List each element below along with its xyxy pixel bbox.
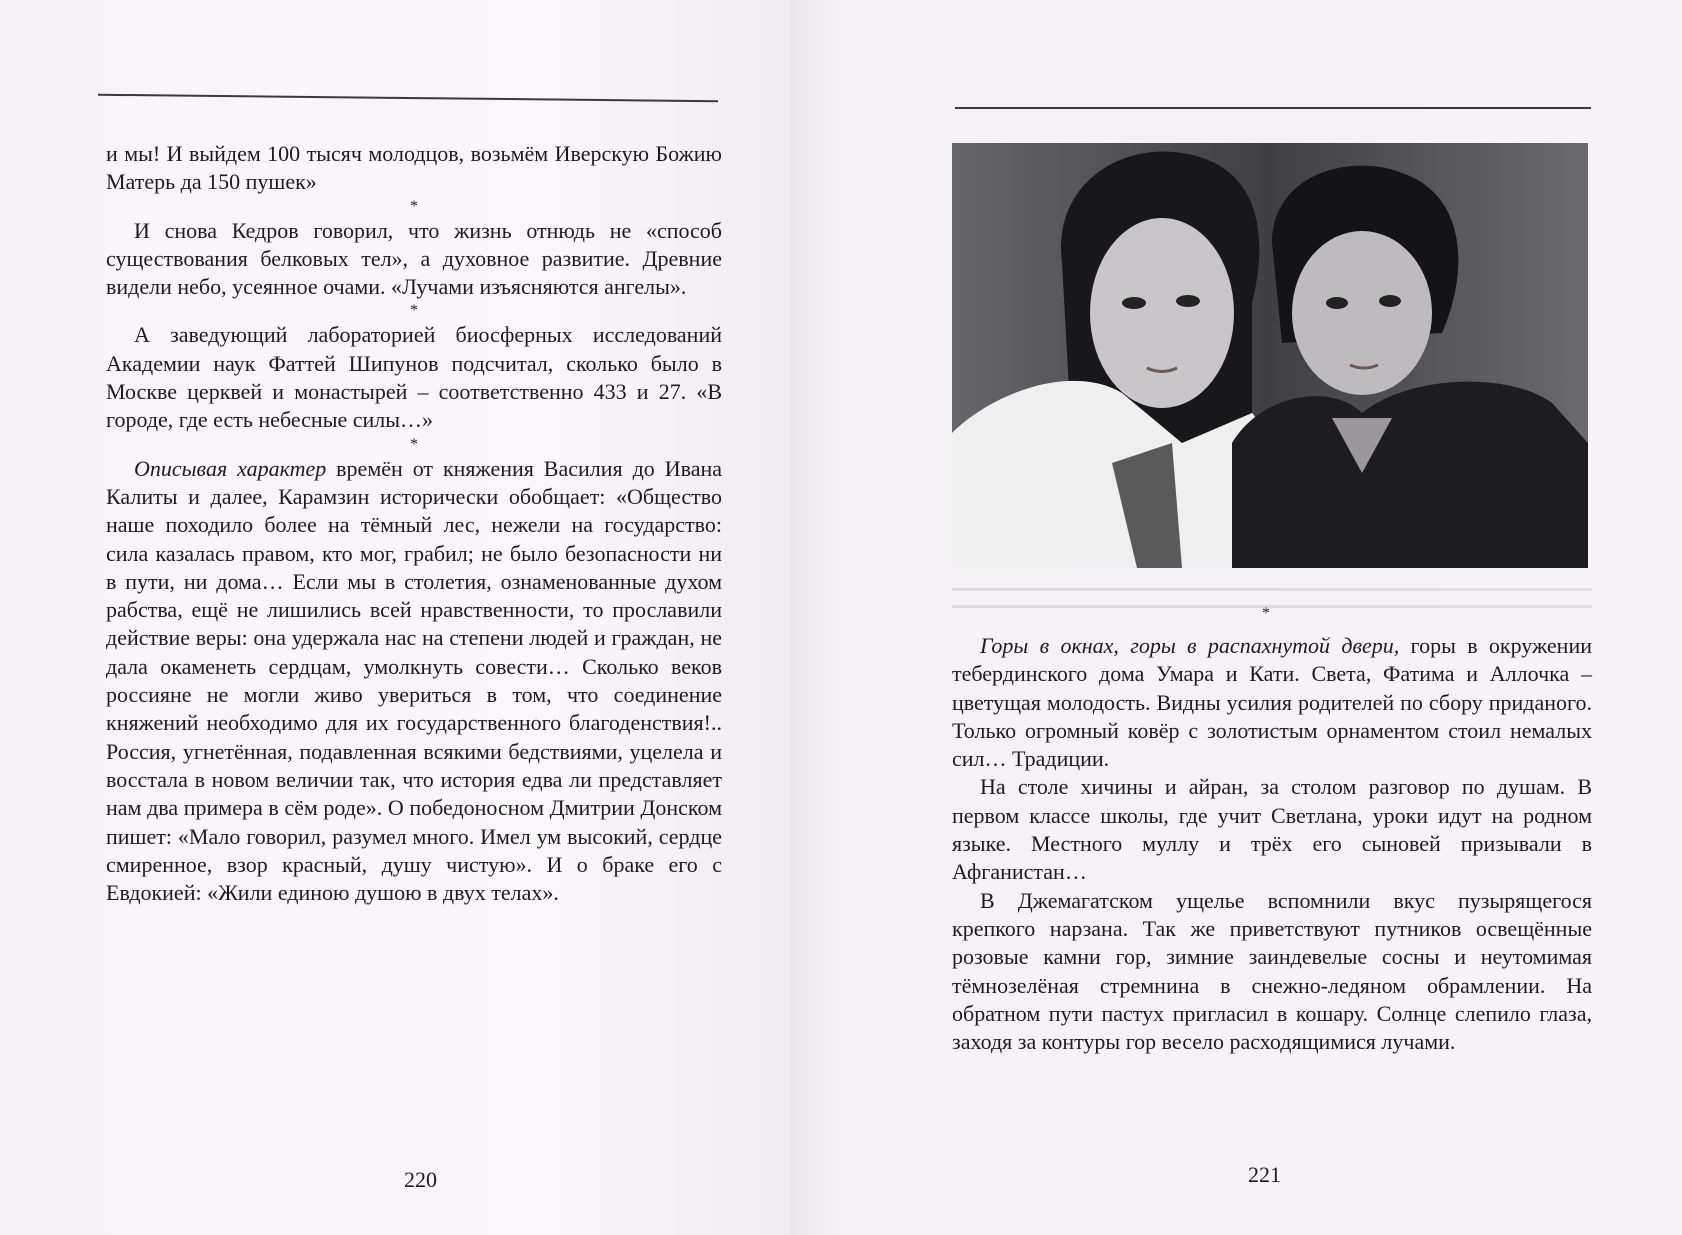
separator-star: * [410, 302, 418, 320]
left-page-text [106, 140, 722, 907]
page-number-left: 220 [404, 1167, 437, 1192]
portrait-photo [952, 143, 1588, 568]
right-page-text [952, 632, 1592, 1056]
right-paragraph-1-body: горы в окружении тебердинского дома Умара и Кати. Света, Фатима и Аллочка – цветущая молодость. Видны усилия родителей по сбору приданого. Только огромный ковёр с золотистым орнаментом стоил немалых сил… Традиции. [952, 633, 1593, 772]
separator-star: * [410, 197, 418, 215]
paragraph-1: и мы! И выйдем 100 тысяч молодцов, возьмём Иверскую Божию Матерь да 150 пушек» [106, 141, 722, 195]
faded-caption-lines [952, 582, 1592, 628]
paragraph-4-italic: Описывая характер [134, 455, 327, 481]
paragraph-3: А заведующий лабораторией биосферных исследований Академии наук Фаттей Шипунов подсчитал, сколько было в Москве церквей и монастырей – соответственно 433 и 27. «В городе, где есть небесные силы…» [106, 322, 722, 433]
right-paragraph-1-italic: Горы в окнах, горы в распахнутой двери, [980, 633, 1400, 658]
paragraph-2: И снова Кедров говорил, что жизнь отнюдь не «способ существования белковых тел», а духовное развитие. Древние видели небо, усеянное очами. «Лучами изъясняются ангелы». [106, 217, 722, 300]
right-separator-star: * [1262, 605, 1270, 622]
two-women-photo-drawing [952, 143, 1588, 568]
right-paragraph-1 [952, 632, 1592, 773]
paragraph-4 [106, 455, 722, 908]
right-paragraph-2: На столе хичины и айран, за столом разговор по душам. В первом классе школы, где учит Светлана, уроки идут на родном языке. Местного муллу и трёх его сыновей призывали в Афганистан… [952, 774, 1592, 885]
right-paragraph-3: В Джемагатском ущелье вспомнили вкус пузырящегося крепкого нарзана. Так же приветствуют путников освещённые розовые камни гор, зимние заиндевелые сосны и неутомимая тёмнозелёная стремнина в снежно-ледяном обрамлении. На обратном пути пастух пригласил в кошару. Солнце слепило глаза, заходя за контуры гор весело расходящимися лучами. [952, 887, 1592, 1055]
page-number-right: 221 [1248, 1162, 1281, 1187]
paragraph-4-body: времён от княжения Василия до Ивана Калиты и далее, Карамзин исторически обобщает: «Общество наше походило более на тёмный лес, нежели на государство: сила казалась правом, кто мог, грабил; не было безопасности ни в пути, ни дома… Если мы в столетия, ознаменованные духом рабства, ещё не лишились всей нравственности, то прославили действие веры: она удержала нас на степени людей и граждан, не дала окаменеть сердцам, умолкнуть совести… Сколько веков россияне не могли живо увериться в том, что соединение княжений необходимо для их государственного благоденствия!.. Россия, угнетённая, подавленная всякими бедствиями, уцелела и восстала в новом величии так, что история едва ли представляет нам два примера в сём роде». О победоносном Дмитрии Донском пишет: «Мало говорил, разумел много. Имел ум высокий, сердце смиренное, взор красный, душу чистую». И о браке его с Евдокией: «Жили единою душою в двух телах». [106, 455, 722, 906]
right-header-rule [955, 107, 1591, 109]
separator-star: * [410, 435, 418, 453]
